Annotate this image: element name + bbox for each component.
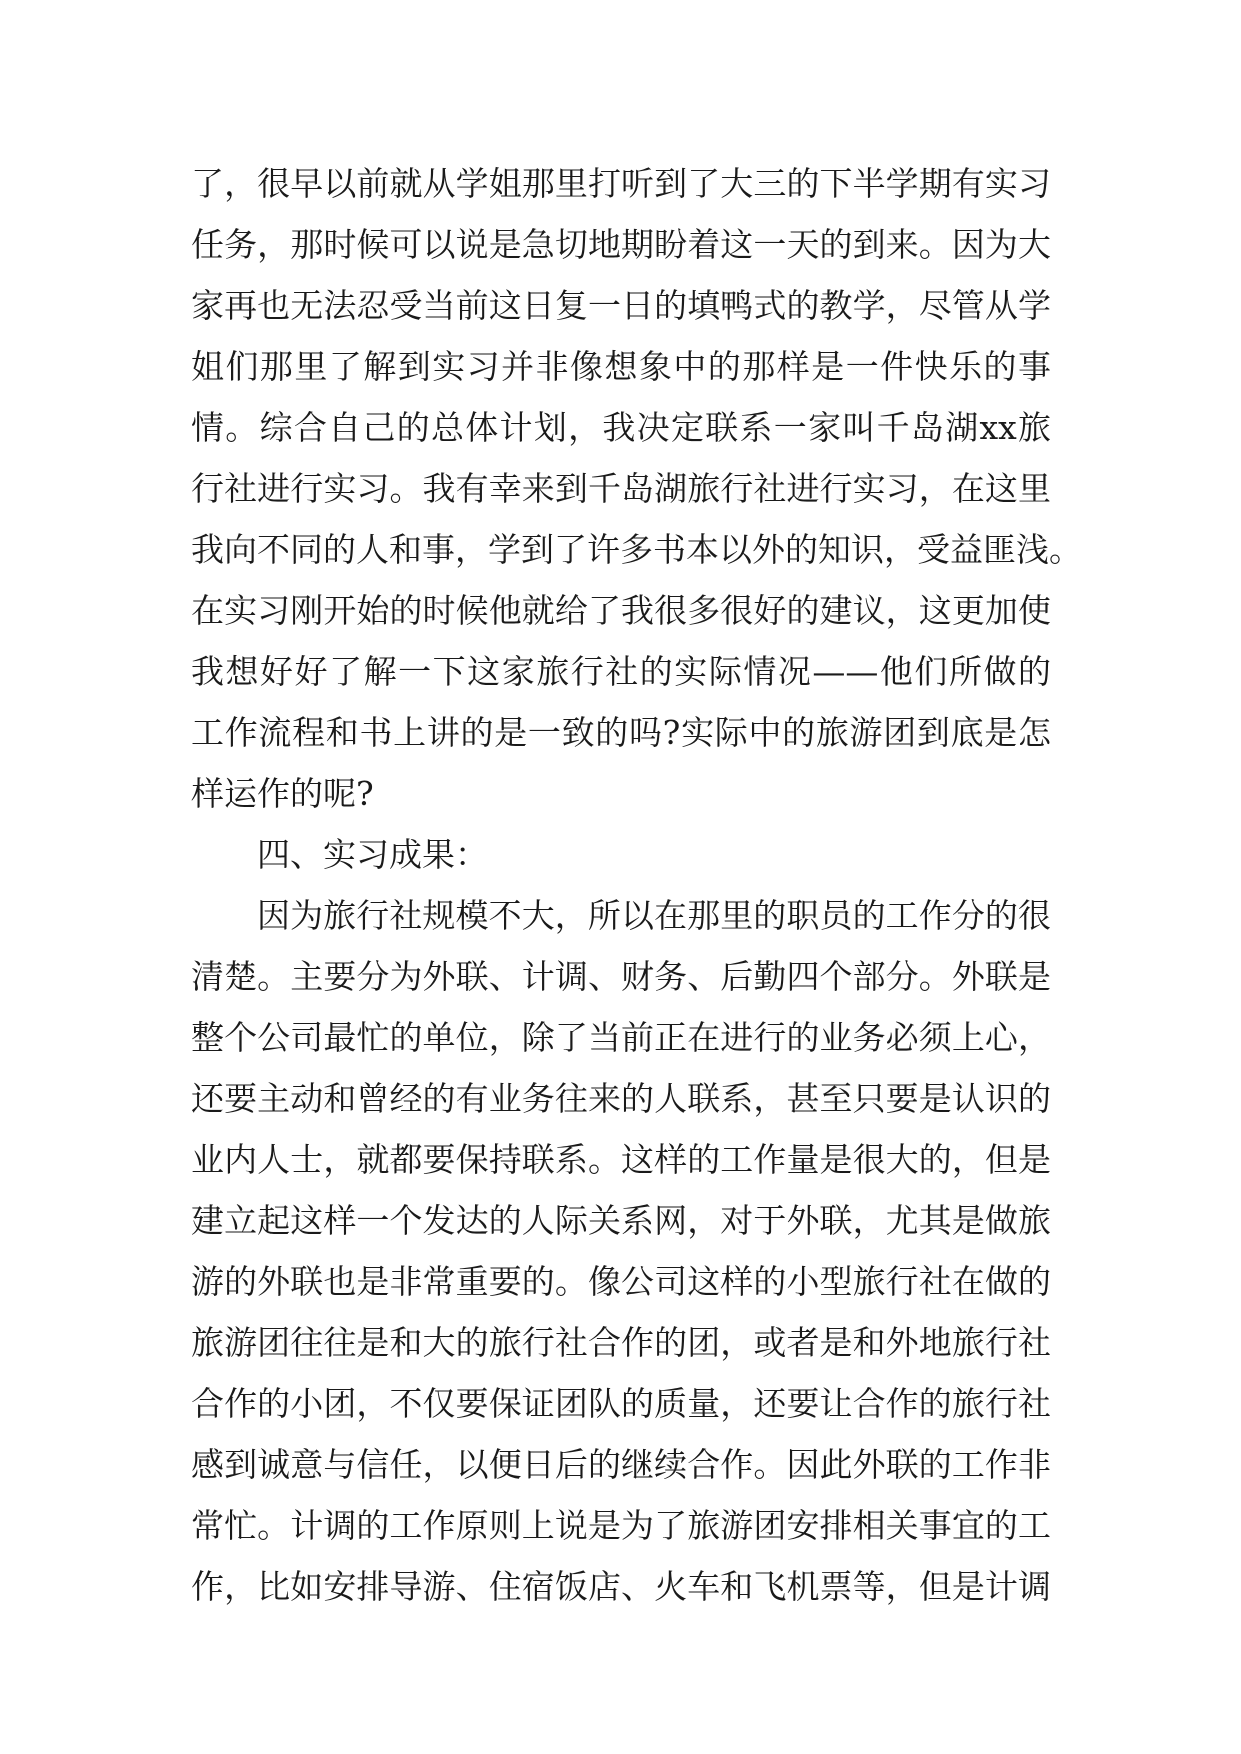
text-line: 家再也无法忍受当前这日复一日的填鸭式的教学，尽管从学: [191, 286, 1051, 325]
text-line: 我向不同的人和事，学到了许多书本以外的知识，受益匪浅。: [191, 530, 1082, 569]
section-heading: 四、实习成果：: [257, 835, 488, 874]
text-line: 工作流程和书上讲的是一致的吗?实际中的旅游团到底是怎: [191, 713, 1051, 752]
text-line: 了，很早以前就从学姐那里打听到了大三的下半学期有实习: [191, 164, 1051, 203]
text-line: 还要主动和曾经的有业务往来的人联系，甚至只要是认识的: [191, 1079, 1051, 1118]
text-line: 常忙。计调的工作原则上说是为了旅游团安排相关事宜的工: [191, 1506, 1051, 1545]
text-line: 行社进行实习。我有幸来到千岛湖旅行社进行实习，在这里: [191, 469, 1051, 508]
text-line: 任务，那时候可以说是急切地期盼着这一天的到来。因为大: [191, 225, 1051, 264]
text-line: 建立起这样一个发达的人际关系网，对于外联，尤其是做旅: [191, 1201, 1051, 1240]
text-line: 样运作的呢?: [191, 774, 374, 813]
body-text: [191, 153, 1082, 1617]
text-line: 旅游团往往是和大的旅行社合作的团，或者是和外地旅行社: [191, 1323, 1051, 1362]
text-line: 整个公司最忙的单位，除了当前正在进行的业务必须上心，: [191, 1018, 1051, 1057]
text-line: 在实习刚开始的时候他就给了我很多很好的建议，这更加使: [191, 591, 1051, 630]
text-line: 作，比如安排导游、住宿饭店、火车和飞机票等，但是计调: [191, 1567, 1051, 1606]
text-line: 业内人士，就都要保持联系。这样的工作量是很大的，但是: [191, 1140, 1051, 1179]
text-line: 姐们那里了解到实习并非像想象中的那样是一件快乐的事: [191, 347, 1051, 386]
text-line: 因为旅行社规模不大，所以在那里的职员的工作分的很: [257, 896, 1051, 935]
text-line: 合作的小团，不仅要保证团队的质量，还要让合作的旅行社: [191, 1384, 1051, 1423]
text-line: 感到诚意与信任，以便日后的继续合作。因此外联的工作非: [191, 1445, 1051, 1484]
text-line: 我想好好了解一下这家旅行社的实际情况——他们所做的: [191, 652, 1051, 691]
text-line: 情。综合自己的总体计划，我决定联系一家叫千岛湖xx旅: [191, 408, 1051, 447]
text-line: 游的外联也是非常重要的。像公司这样的小型旅行社在做的: [191, 1262, 1051, 1301]
text-line: 清楚。主要分为外联、计调、财务、后勤四个部分。外联是: [191, 957, 1051, 996]
